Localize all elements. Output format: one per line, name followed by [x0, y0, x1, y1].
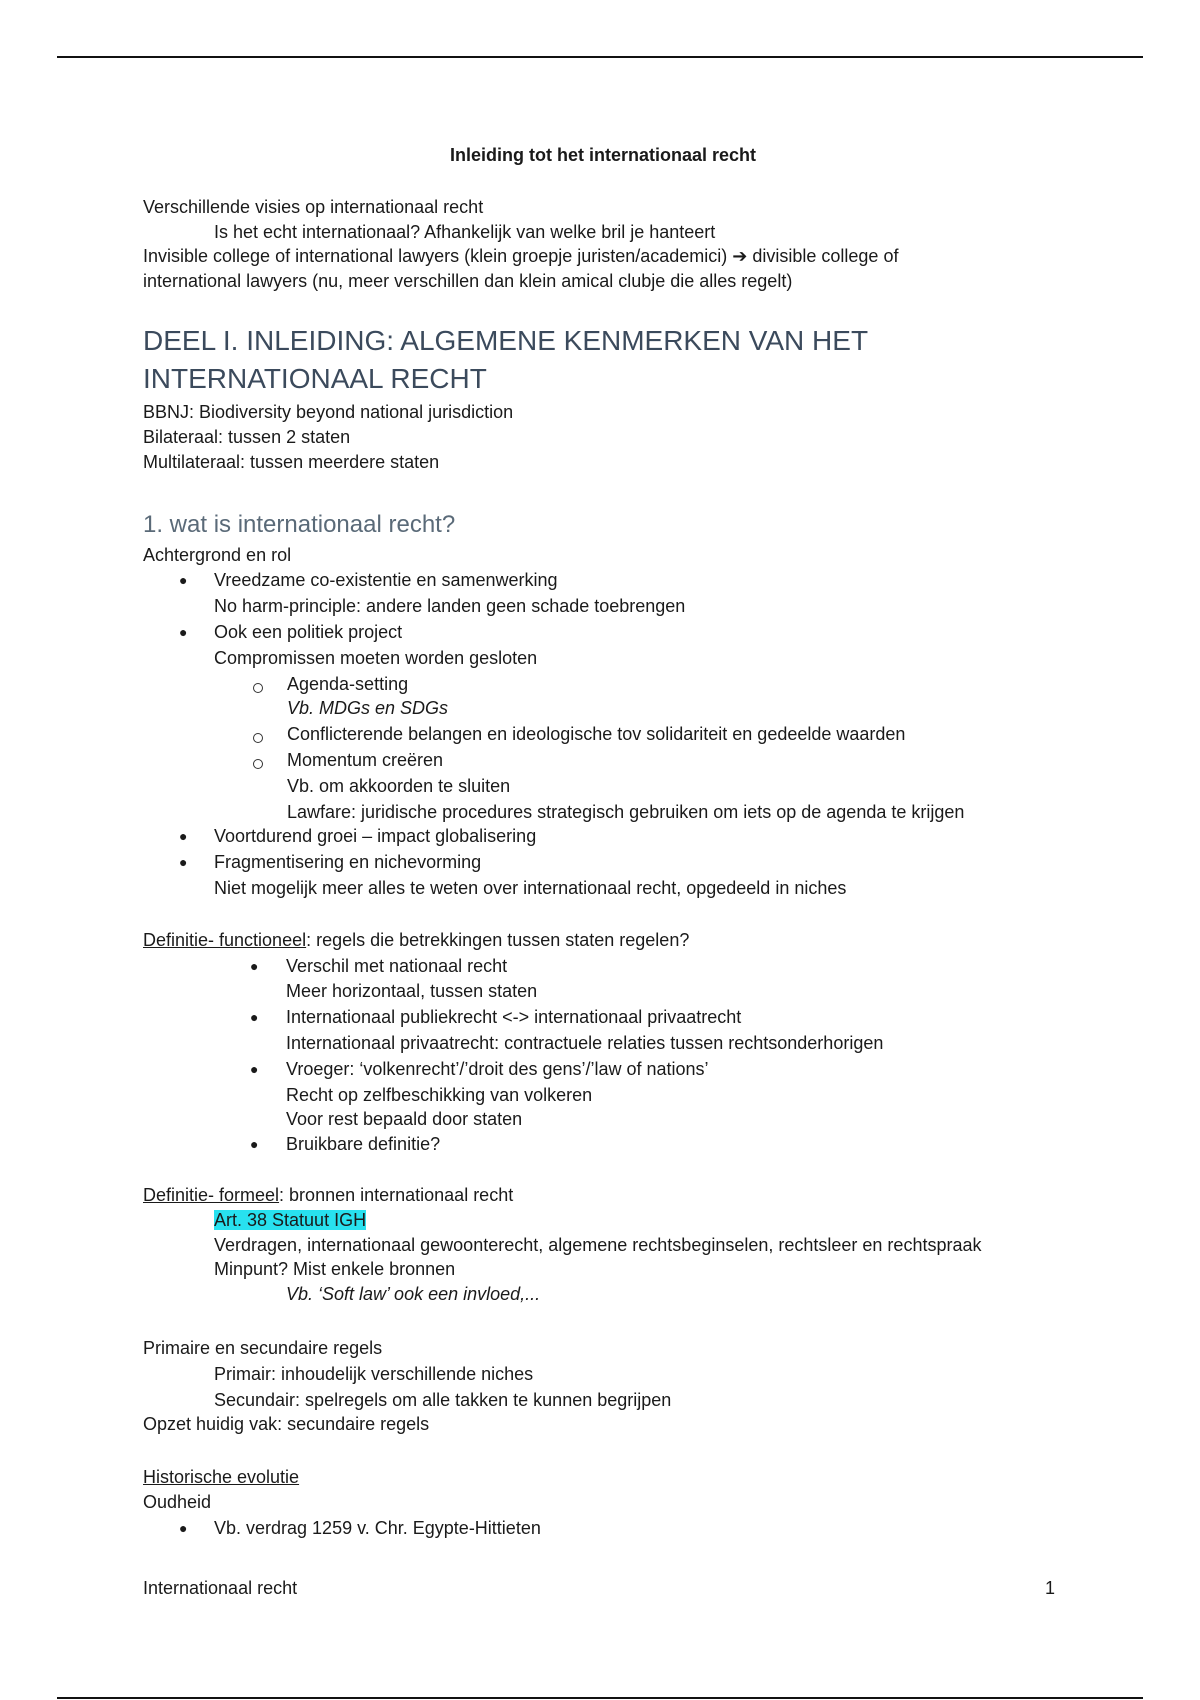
intro-line: international lawyers (nu, meer verschillen dan klein amical clubje die alles regelt) — [143, 271, 793, 291]
text-line: Verdragen, internationaal gewoonterecht, algemene rechtsbeginselen, rechtsleer en rechtspraak — [214, 1235, 982, 1255]
highlighted-text — [214, 1208, 366, 1232]
bullet-subline: Recht op zelfbeschikking van volkeren — [286, 1085, 593, 1105]
text-line: Multilateraal: tussen meerdere staten — [143, 452, 440, 472]
top-rule — [57, 56, 1143, 58]
text-line: Vb. ‘Soft law’ ook een invloed,... — [286, 1284, 541, 1304]
bullet-icon: ● — [250, 1136, 259, 1152]
bullet-item: Internationaal publiekrecht <-> internationaal privaatrecht — [286, 1007, 742, 1027]
text-line: Bilateraal: tussen 2 staten — [143, 427, 351, 447]
bullet-item: Vroeger: ‘volkenrecht’/’droit des gens’/’law of nations’ — [286, 1059, 709, 1079]
definition-functional — [143, 928, 689, 952]
bullet-item: Vreedzame co-existentie en samenwerking — [214, 570, 558, 590]
definition-text: : bronnen internationaal recht — [279, 1185, 514, 1205]
intro-line: Verschillende visies op internationaal recht — [143, 197, 484, 217]
definition-label: Definitie- functioneel — [143, 930, 307, 950]
sub-bullet-subline: Vb. MDGs en SDGs — [287, 698, 449, 718]
text-line: Opzet huidig vak: secundaire regels — [143, 1414, 430, 1434]
bullet-subline: Meer horizontaal, tussen staten — [286, 981, 538, 1001]
bullet-icon: ● — [250, 1009, 259, 1025]
sub-bullet-subline: Vb. om akkoorden te sluiten — [287, 776, 511, 796]
sub-bullet-item: Momentum creëren — [287, 750, 444, 770]
bullet-item: Bruikbare definitie? — [286, 1134, 441, 1154]
bullet-item: Voortdurend groei – impact globalisering — [214, 826, 537, 846]
text-line: Primair: inhoudelijk verschillende niches — [214, 1364, 534, 1384]
bullet-icon: ● — [250, 1061, 259, 1077]
bullet-subline: Internationaal privaatrecht: contractuele relaties tussen rechtsonderhorigen — [286, 1033, 884, 1053]
page-number: 1 — [1045, 1578, 1056, 1598]
bullet-item: Vb. verdrag 1259 v. Chr. Egypte-Hittieten — [214, 1518, 541, 1538]
definition-formal — [143, 1183, 513, 1207]
sub-bullet-subline: Lawfare: juridische procedures strategisch gebruiken om iets op de agenda te krijgen — [287, 802, 965, 822]
bullet-item: Fragmentisering en nichevorming — [214, 852, 482, 872]
bullet-icon: ● — [250, 958, 259, 974]
circle-bullet-icon — [253, 733, 263, 743]
bullet-icon: ● — [179, 572, 188, 588]
bullet-icon: ● — [179, 854, 188, 870]
bullet-item: Ook een politiek project — [214, 622, 403, 642]
text-line: Secundair: spelregels om alle takken te kunnen begrijpen — [214, 1390, 672, 1410]
definition-label: Definitie- formeel — [143, 1185, 280, 1205]
document-title: Inleiding tot het internationaal recht — [449, 145, 757, 165]
circle-bullet-icon — [253, 759, 263, 769]
history-heading: Historische evolutie — [143, 1467, 300, 1487]
text-line: Minpunt? Mist enkele bronnen — [214, 1259, 456, 1279]
sub-bullet-item: Agenda-setting — [287, 674, 409, 694]
intro-line: Invisible college of international lawyers (klein groepje juristen/academici) ➔ divisible college of — [143, 246, 899, 266]
subheading: Achtergrond en rol — [143, 545, 292, 565]
definition-text: : regels die betrekkingen tussen staten regelen? — [306, 930, 690, 950]
bullet-subline: No harm-principle: andere landen geen schade toebrengen — [214, 596, 686, 616]
part-heading: DEEL I. INLEIDING: ALGEMENE KENMERKEN VAN HET — [143, 325, 869, 356]
highlight-mark: Art. 38 Statuut IGH — [214, 1210, 367, 1230]
bullet-icon: ● — [179, 828, 188, 844]
bullet-icon: ● — [179, 624, 188, 640]
text-line: BBNJ: Biodiversity beyond national jurisdiction — [143, 402, 514, 422]
text-line: Primaire en secundaire regels — [143, 1338, 383, 1358]
bullet-icon: ● — [179, 1520, 188, 1536]
section-heading: 1. wat is internationaal recht? — [143, 511, 456, 538]
circle-bullet-icon — [253, 683, 263, 693]
bullet-item: Verschil met nationaal recht — [286, 956, 508, 976]
sub-bullet-item: Conflicterende belangen en ideologische tov solidariteit en gedeelde waarden — [287, 724, 906, 744]
bottom-rule — [57, 1697, 1143, 1699]
subheading: Oudheid — [143, 1492, 212, 1512]
footer-title: Internationaal recht — [143, 1578, 298, 1598]
bullet-subline: Compromissen moeten worden gesloten — [214, 648, 538, 668]
bullet-subline: Niet mogelijk meer alles te weten over internationaal recht, opgedeeld in niches — [214, 878, 847, 898]
bullet-subline: Voor rest bepaald door staten — [286, 1109, 523, 1129]
part-heading: INTERNATIONAAL RECHT — [143, 363, 487, 394]
intro-line: Is het echt internationaal? Afhankelijk van welke bril je hanteert — [214, 222, 716, 242]
